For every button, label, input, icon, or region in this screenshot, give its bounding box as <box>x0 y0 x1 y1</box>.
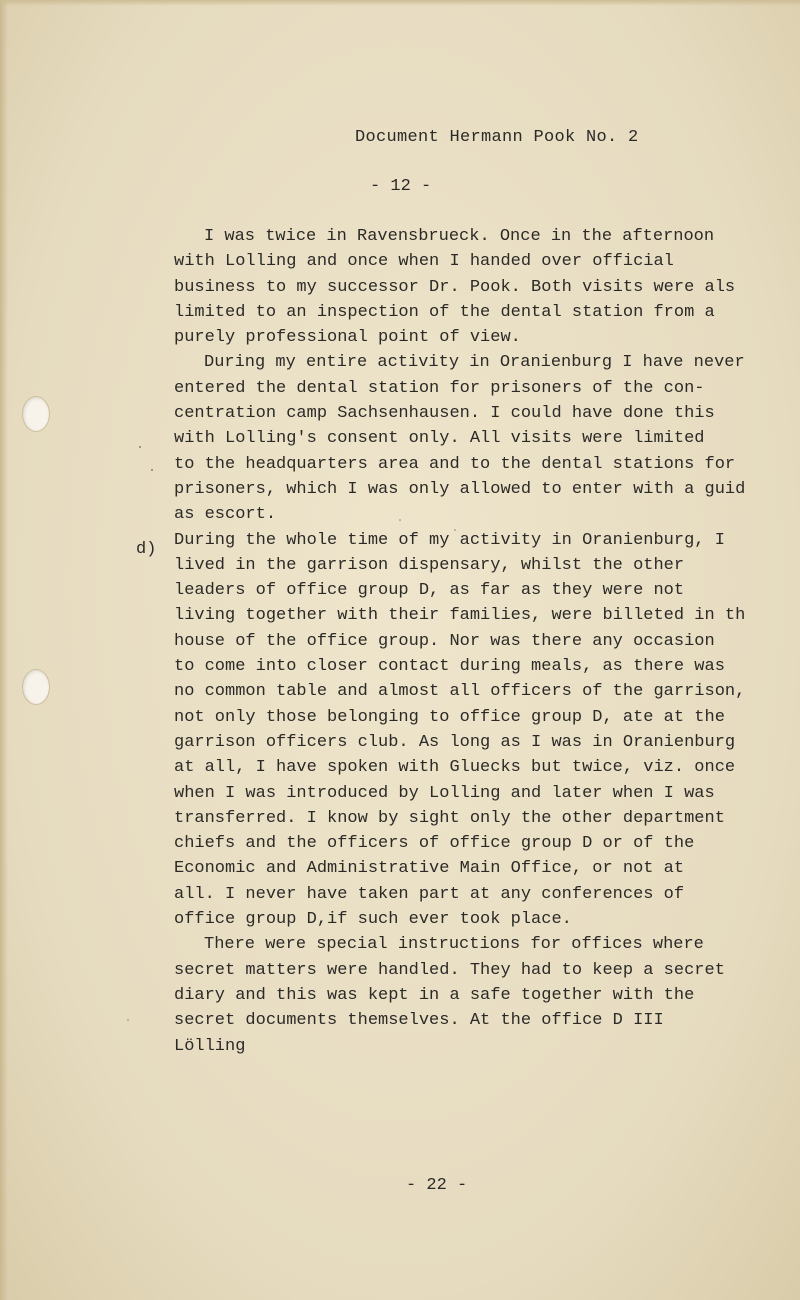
text-line: house of the office group. Nor was there any occasion <box>174 631 715 651</box>
text-line: all. I never have taken part at any conferences of <box>174 884 685 904</box>
text-line: Lölling <box>174 1036 246 1056</box>
text-line: no common table and almost all officers of the garrison, <box>174 682 746 702</box>
text-line: leaders of office group D, as far as they were not <box>174 581 685 601</box>
text-line: centration camp Sachsenhausen. I could have done this <box>174 404 715 424</box>
text-line: with Lolling and once when I handed over official <box>174 252 674 272</box>
text-line: garrison officers club. As long as I was in Oranienburg <box>174 732 736 752</box>
text-line: living together with their families, were billeted in th <box>174 606 746 626</box>
text-line: with Lolling's consent only. All visits were limited <box>174 429 705 449</box>
text-line: prisoners, which I was only allowed to enter with a guid <box>174 479 746 499</box>
paragraph-marker: d) <box>136 540 157 559</box>
document-heading: Document Hermann Pook No. 2 <box>355 128 639 147</box>
top-page-marker: - 12 - <box>370 177 432 196</box>
text-line: diary and this was kept in a safe together with the <box>174 985 695 1005</box>
text-line: entered the dental station for prisoners of the con- <box>174 378 705 398</box>
text-line: Economic and Administrative Main Office, or not at <box>174 859 685 879</box>
body-text <box>174 224 774 1059</box>
text-line: chiefs and the officers of office group D or of the <box>174 834 695 854</box>
text-line: business to my successor Dr. Pook. Both visits were als <box>174 277 736 297</box>
text-line: secret documents themselves. At the office D III <box>174 1011 664 1031</box>
text-line: to the headquarters area and to the dental stations for <box>174 454 736 474</box>
text-line: office group D,if such ever took place. <box>174 910 572 930</box>
text-line: lived in the garrison dispensary, whilst the other <box>174 555 685 575</box>
text-line: I was twice in Ravensbrueck. Once in the afternoon <box>204 227 715 246</box>
text-line: not only those belonging to office group D, ate at the <box>174 707 725 727</box>
text-line: limited to an inspection of the dental station from a <box>174 302 715 322</box>
text-line: at all, I have spoken with Gluecks but twice, viz. once <box>174 758 736 778</box>
text-line: when I was introduced by Lolling and later when I was <box>174 783 715 803</box>
text-line: as escort. <box>174 505 277 525</box>
text-line: During my entire activity in Oranienburg I have never <box>204 353 745 373</box>
text-line: During the whole time of my activity in Oranienburg, I <box>174 530 725 550</box>
text-line: purely professional point of view. <box>174 328 521 348</box>
text-line: transferred. I know by sight only the other department <box>174 808 725 828</box>
text-line: to come into closer contact during meals, as there was <box>174 657 725 677</box>
text-line: There were special instructions for offices where <box>204 935 704 955</box>
text-line: secret matters were handled. They had to keep a secret <box>174 960 725 980</box>
bottom-page-marker: - 22 - <box>406 1176 468 1195</box>
